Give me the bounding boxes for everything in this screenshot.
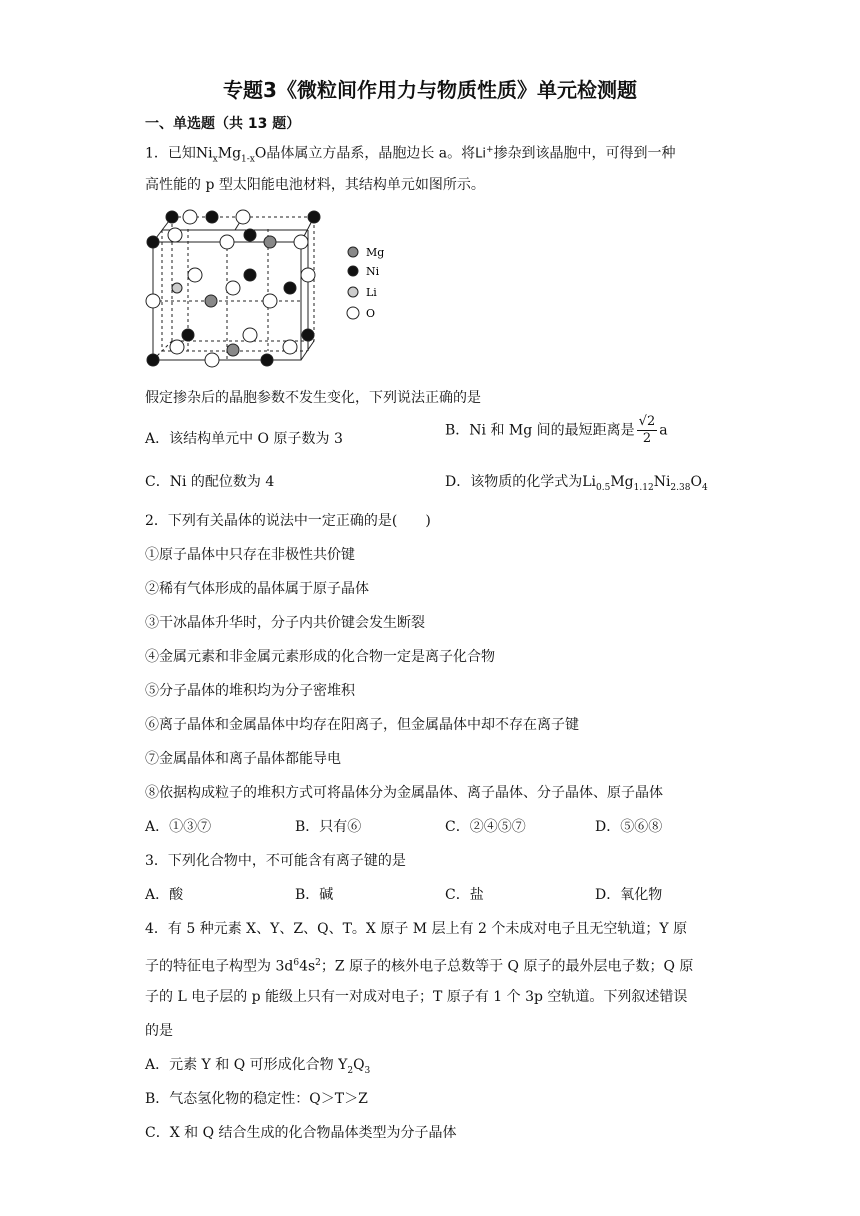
q4-stem-line1: 4．有 5 种元素 X、Y、Z、Q、T。X 原子 M 层上有 2 个未成对电子且无空轨道；Y 原 <box>145 921 688 937</box>
q1-option-b[interactable]: B．Ni 和 Mg 间的最短距离是 $\frac{√2}{2}$ a <box>445 414 668 446</box>
q1-option-a[interactable]: A．该结构单元中 O 原子数为 3 <box>145 431 343 447</box>
legend-mg: Mg <box>366 246 385 259</box>
q4-stem-line2: 子的特征电子构型为 $3d^64s^2$；Z 原子的核外电子总数等于 Q 原子的最外层电子数；Q 原 <box>145 958 694 975</box>
figure-legend <box>347 247 359 319</box>
q3-stem: 3．下列化合物中，不可能含有离子键的是 <box>145 853 406 869</box>
q1-option-c[interactable]: C．Ni 的配位数为 4 <box>145 474 275 490</box>
q2-item: ③干冰晶体升华时，分子内共价键会发生断裂 <box>145 615 425 631</box>
crystal-structure-figure <box>140 205 400 370</box>
legend-o: O <box>366 307 376 320</box>
q4-option-c[interactable]: C．X 和 Q 结合生成的化合物晶体类型为分子晶体 <box>145 1125 457 1141</box>
section-heading: 一、单选题（共 13 题） <box>145 116 301 132</box>
q2-item: ②稀有气体形成的晶体属于原子晶体 <box>145 581 369 597</box>
page-title: 专题3《微粒间作用力与物质性质》单元检测题 <box>223 78 637 102</box>
q1-stem-line1: 1．已知$Ni_xMg_{1-x}O$晶体属立方晶系，晶胞边长 a。将Li+掺杂到该晶胞中，可得到一种 <box>145 145 676 165</box>
q2-item: ⑦金属晶体和离子晶体都能导电 <box>145 751 341 767</box>
q3-option-a[interactable]: A．酸 <box>145 887 184 903</box>
q2-item: ⑥离子晶体和金属晶体中均存在阳离子，但金属晶体中却不存在离子键 <box>145 717 579 733</box>
legend-ni: Ni <box>366 265 380 278</box>
fraction-sqrt2-over-2: $\frac{√2}{2}$ <box>638 414 656 446</box>
q3-option-b[interactable]: B．碱 <box>295 887 334 903</box>
q4-stem-line4: 的是 <box>145 1023 173 1039</box>
q3-option-c[interactable]: C．盐 <box>445 887 484 903</box>
q3-option-d[interactable]: D．氧化物 <box>595 887 663 903</box>
legend-li: Li <box>366 286 377 299</box>
q2-option-c[interactable]: C．②④⑤⑦ <box>445 819 526 835</box>
q4-option-b[interactable]: B．气态氢化物的稳定性：Q＞T＞Z <box>145 1091 368 1107</box>
q2-item: ①原子晶体中只存在非极性共价键 <box>145 547 355 563</box>
q2-item: ④金属元素和非金属元素形成的化合物一定是离子化合物 <box>145 649 495 665</box>
q2-option-a[interactable]: A．①③⑦ <box>145 819 212 835</box>
q1-stem-line2: 高性能的 p 型太阳能电池材料，其结构单元如图所示。 <box>145 177 485 193</box>
q2-stem: 2．下列有关晶体的说法中一定正确的是( ) <box>145 513 431 529</box>
q1-question: 假定掺杂后的晶胞参数不发生变化，下列说法正确的是 <box>145 390 481 406</box>
q4-option-a[interactable]: A．元素 Y 和 Q 可形成化合物 $Y_2Q_3$ <box>145 1057 371 1076</box>
q1-option-d[interactable]: D．该物质的化学式为$Li_{0.5}Mg_{1.12}Ni_{2.38}O_4$ <box>445 474 708 493</box>
q2-item: ⑧依据构成粒子的堆积方式可将晶体分为金属晶体、离子晶体、分子晶体、原子晶体 <box>145 785 663 801</box>
q2-option-d[interactable]: D．⑤⑥⑧ <box>595 819 663 835</box>
q2-option-b[interactable]: B．只有⑥ <box>295 819 362 835</box>
q4-stem-line3: 子的 L 电子层的 p 能级上只有一对成对电子；T 原子有 1 个 3p 空轨道。下列叙述错误 <box>145 989 688 1005</box>
q2-item: ⑤分子晶体的堆积均为分子密堆积 <box>145 683 355 699</box>
